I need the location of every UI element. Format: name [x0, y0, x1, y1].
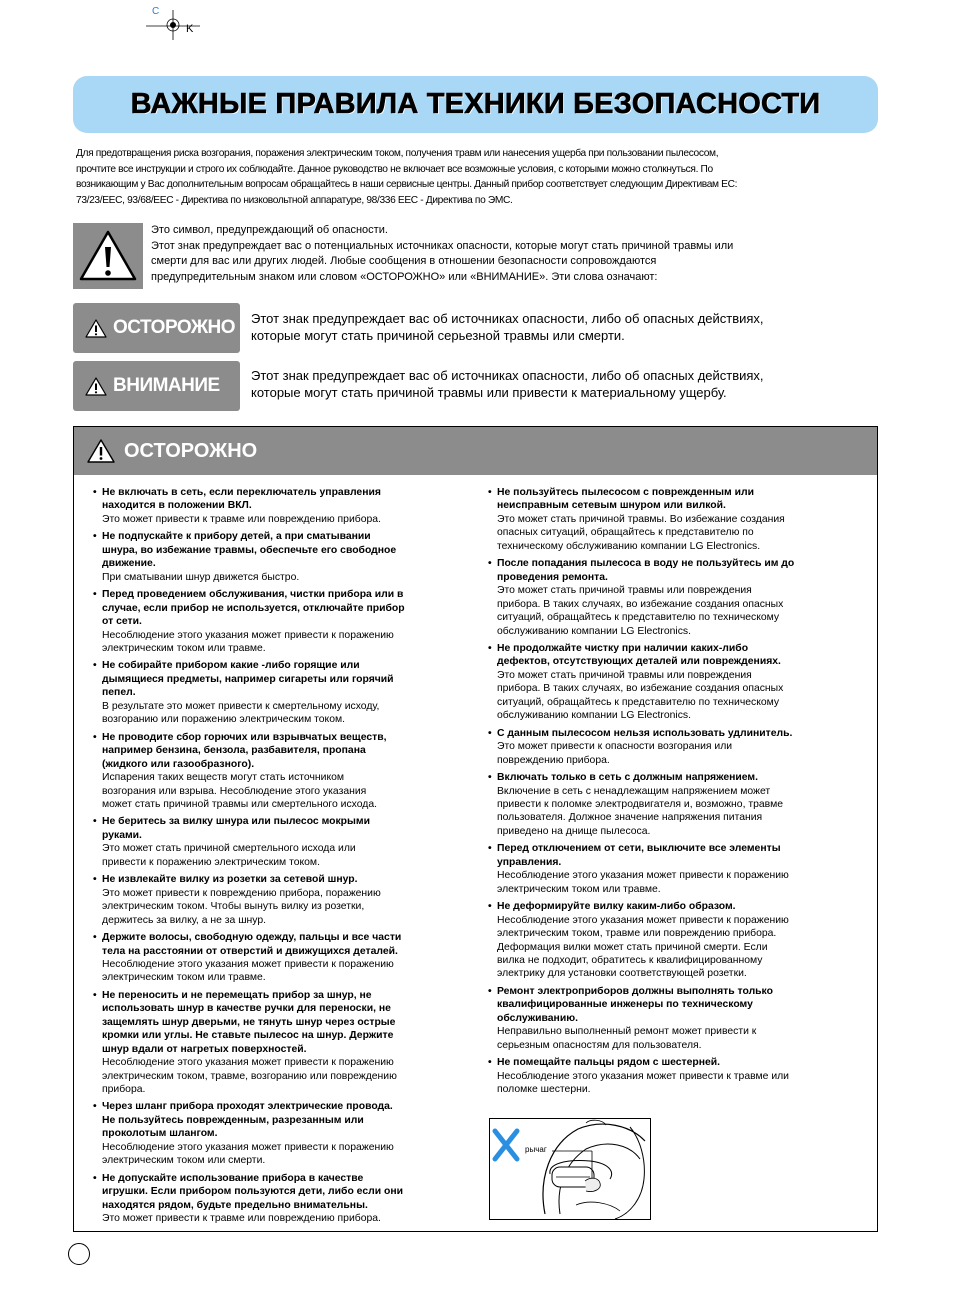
safety-item-heading: находится в положении ВКЛ. [102, 500, 252, 512]
warning-description [251, 367, 871, 401]
safety-item-text: Несоблюдение этого указания может привести к травме или [497, 1070, 789, 1082]
page-title: ВАЖНЫЕ ПРАВИЛА ТЕХНИКИ БЕЗОПАСНОСТИ [130, 88, 821, 120]
safety-item [93, 659, 468, 726]
safety-item-heading: кромки или углы. Не ставьте пылесос на шнур. Держите [102, 1030, 394, 1042]
intro-line: Для предотвращения риска возгорания, поражения электрическим током, получения травм или нанесения ущерба при пользовании пылесосом, [76, 148, 719, 159]
safety-item-body [102, 731, 386, 812]
safety-item-heading: от сети. [102, 616, 142, 628]
safety-item-text: возгорания или взрыва. Несоблюдение этого указания [102, 785, 367, 797]
bullet-mark: • [488, 1057, 492, 1069]
bullet-mark: • [488, 843, 492, 855]
bullet-mark: • [93, 731, 97, 743]
safety-item-text: ситуаций, обращайтесь к представителю по техническому [497, 696, 780, 708]
reg-c-label: C [152, 6, 160, 17]
bullet-mark: • [93, 874, 97, 886]
safety-item-body [497, 1056, 789, 1096]
safety-item-body [497, 771, 783, 838]
safety-item [488, 771, 860, 838]
safety-item-text: Это может стать причиной травмы или повреждения [497, 585, 752, 597]
safety-item-body [102, 1100, 394, 1167]
safety-item-text: держитесь за вилку, а не за шнур. [102, 914, 267, 926]
safety-item [93, 989, 468, 1097]
safety-item-body [102, 530, 396, 584]
safety-item-heading: Перед проведением обслуживания, чистки прибора или в [102, 589, 404, 601]
registration-mark [146, 6, 202, 40]
intro-line: прочтите все инструкции и строго их соблюдайте. Данное руководство не включает все возможные условия, с которыми можно столкнуться. По [76, 163, 713, 175]
safety-item-text: прибора. В таких случаях, во избежание создания опасных [497, 683, 784, 695]
safety-item-text: Это может привести к травме или повреждению прибора. [102, 513, 381, 525]
caution-panel-header [74, 427, 877, 475]
bullet-mark: • [93, 487, 97, 498]
safety-item-body [102, 931, 401, 985]
safety-item-text: электрическим током, травме, возгоранию или повреждению [102, 1070, 397, 1082]
warning-line: Этот знак предупреждает вас об источниках опасности, либо об опасных действиях, [251, 311, 764, 326]
caution-panel-title: ОСТОРОЖНО [124, 439, 258, 462]
bullet-mark: • [93, 589, 97, 601]
safety-item-text: При сматывании шнур движется быстро. [102, 571, 300, 583]
safety-item-heading: шнур вдали от нагретых поверхностей. [102, 1043, 307, 1055]
warning-triangle-icon [84, 318, 108, 339]
safety-item [488, 1056, 860, 1096]
vacuum-illustration [490, 1119, 650, 1219]
reg-k-label: K [186, 23, 194, 35]
safety-item-heading: Не проводите сбор горючих или взрывчатых веществ, [102, 731, 387, 743]
safety-item-heading: руками. [102, 829, 142, 841]
bullet-mark: • [488, 642, 492, 654]
safety-item-heading: (жидкого или газообразного). [102, 758, 255, 770]
safety-item-heading: находятся рядом, будьте предельно внимательны. [102, 1199, 368, 1211]
safety-item [93, 486, 468, 526]
safety-item-text: возгоранию или поражению электрическим током. [102, 714, 346, 726]
left-column [93, 486, 468, 1230]
bullet-mark: • [488, 901, 492, 913]
bullet-mark: • [93, 932, 97, 944]
safety-item-heading: Включать только в сеть с должным напряжением. [497, 772, 758, 784]
safety-item-text: привести к поломке электродвигателя и, возможно, травме [497, 798, 783, 810]
safety-item-body [497, 985, 773, 1052]
safety-item [488, 557, 860, 638]
safety-item [488, 727, 860, 767]
safety-item-heading: Не допускайте использование прибора в качестве [102, 1172, 364, 1184]
symbol-line: предупредительным знаком или словом «ОСТОРОЖНО» или «ВНИМАНИЕ». Эти слова означают: [151, 270, 658, 283]
safety-item [488, 642, 860, 723]
safety-item-text: Деформация вилки может стать причиной смерти. Если [497, 941, 768, 953]
safety-item-text: Это может стать причиной травмы. Во избежание создания [497, 513, 785, 525]
safety-item-body [102, 989, 397, 1097]
warning-line: которые могут стать причиной серьезной травмы или смерти. [251, 328, 625, 343]
safety-item-text: серьезным опасностям для пользователя. [497, 1039, 702, 1051]
safety-item-heading: С данным пылесосом нельзя использовать удлинитель. [497, 727, 793, 739]
safety-item-text: Несоблюдение этого указания может привести к поражению [102, 958, 394, 970]
safety-item-heading: Держите волосы, свободную одежду, пальцы и все части [102, 932, 402, 944]
safety-item-text: ситуаций, обращайтесь к представителю по техническому [497, 612, 780, 624]
safety-item-heading: Не собирайте прибором какие -либо горящие или [102, 660, 360, 672]
safety-item-body [497, 727, 792, 767]
symbol-line: Этот знак предупреждает вас о потенциальных источниках опасности, которые могут стать причиной травмы или [151, 239, 734, 252]
warning-triangle-icon [86, 438, 116, 464]
safety-item-text: повреждению прибора. [497, 754, 610, 766]
safety-item-text: электрику для установки соответствующей розетки. [497, 968, 747, 980]
safety-item-text: прибора. В таких случаях, во избежание создания опасных [497, 598, 784, 610]
safety-item-text: поломке шестерни. [497, 1084, 591, 1096]
safety-item-text: электрическим током или травме. [102, 972, 266, 984]
bullet-mark: • [93, 989, 97, 1001]
safety-item [488, 985, 860, 1052]
warning-line: Этот знак предупреждает вас об источниках опасности, либо об опасных действиях, [251, 368, 764, 383]
intro-line: возникающим у Вас дополнительным вопросам обращайтесь в наши сервисные центры. Данный прибор соответствует следующим Директивам ЕС: [76, 179, 738, 190]
symbol-explanation [151, 223, 871, 285]
safety-item-text: Это может стать причиной травмы или повреждения [497, 669, 752, 681]
safety-item-heading: обслуживанию. [497, 1012, 578, 1024]
safety-item-text: Несоблюдение этого указания может привести к поражению [102, 1141, 394, 1153]
safety-item-heading: Не подпускайте к прибору детей, а при сматывании [102, 531, 371, 543]
safety-item [93, 931, 468, 985]
bullet-mark: • [488, 727, 492, 739]
safety-item-heading: После попадания пылесоса в воду не пользуйтесь им до [497, 558, 795, 570]
safety-item-text: В результате это может привести к смертельному исходу, [102, 700, 380, 712]
safety-item-text: может стать причиной травмы или смертельного исхода. [102, 798, 378, 810]
safety-item-heading: дефектов, отсутствующих деталей или повреждениях. [497, 656, 781, 668]
safety-item-body [497, 486, 785, 553]
symbol-line: Это символ, предупреждающий об опасности. [151, 224, 388, 236]
safety-item-body [497, 900, 789, 981]
warning-label: ОСТОРОЖНО [113, 317, 236, 338]
safety-item-heading: Не переносить и не перемещать прибор за шнур, не [102, 989, 372, 1001]
safety-item-text: электрическим током. Чтобы вынуть вилку из розетки, [102, 901, 365, 913]
safety-item-text: приведено на днище пылесоса. [497, 825, 651, 837]
safety-item-body [102, 486, 381, 526]
bullet-mark: • [488, 487, 492, 498]
page-number-circle [68, 1243, 90, 1265]
lever-label: рычаг [525, 1145, 547, 1154]
safety-item-heading: Не извлекайте вилку из розетки за сетевой шнур. [102, 874, 358, 886]
safety-item-text: Несоблюдение этого указания может привести к поражению [497, 914, 789, 926]
warning-triangle-icon [73, 223, 143, 289]
safety-item [93, 873, 468, 927]
safety-item-body [497, 642, 783, 723]
safety-item-heading: квалифицированные инженеры по техническому [497, 999, 753, 1011]
safety-item-text: Неправильно выполненный ремонт может привести к [497, 1026, 757, 1038]
safety-item-heading: Ремонт электроприборов должны выполнять только [497, 985, 773, 997]
safety-item-heading: случае, если прибор не используется, отключайте прибор [102, 602, 405, 614]
intro-line: 73/23/EEC, 93/68/EEC - Директива по низковольтной аппаратуре, 98/336 EEC - Директива по ЭМС. [76, 194, 513, 206]
safety-item-text: Испарения таких веществ могут стать источником [102, 772, 345, 784]
safety-item-text: Это может привести к повреждению прибора, поражению [102, 887, 381, 899]
safety-item-body [102, 1172, 403, 1226]
safety-item-text: обслуживанию компании LG Electronics. [497, 625, 692, 637]
bullet-mark: • [488, 558, 492, 570]
safety-item-text: Несоблюдение этого указания может привести к поражению [497, 870, 789, 882]
bullet-mark: • [93, 1172, 97, 1184]
intro-paragraph [76, 146, 876, 208]
safety-item [488, 900, 860, 981]
safety-item-heading: Не беритесь за вилку шнура или пылесос мокрыми [102, 816, 370, 828]
warning-line: которые могут стать причиной травмы или привести к материальному ущербу. [251, 385, 727, 400]
safety-item-text: электрическим током, травме или повреждению прибора. [497, 928, 777, 940]
safety-item-heading: защемлять шнур дверьми, не тянуть шнур через острые [102, 1016, 396, 1028]
safety-item-text: техническому обслуживанию компании LG Electronics. [497, 540, 761, 552]
safety-item-heading: управления. [497, 856, 562, 868]
safety-item-heading: Не помещайте пальцы рядом с шестерней. [497, 1057, 721, 1069]
safety-item-text: электрическим током или травме. [102, 642, 266, 654]
safety-item-text: привести к поражению электрическим током. [102, 856, 320, 868]
safety-item-heading: использовать шнур в качестве ручки для переноски, не [102, 1003, 391, 1015]
warning-label: ВНИМАНИЕ [113, 375, 220, 396]
safety-item-heading: шнура, во избежание травмы, обеспечьте его свободное [102, 544, 397, 556]
safety-item-text: Это может привести к травме или повреждению прибора. [102, 1213, 381, 1225]
safety-item-heading: игрушки. Если прибором пользуются дети, либо если они [102, 1186, 403, 1198]
safety-item-heading: неисправным сетевым шнуром или вилкой. [497, 500, 726, 512]
bullet-mark: • [488, 985, 492, 997]
safety-item [488, 842, 860, 896]
safety-item-body [497, 557, 794, 638]
bullet-mark: • [488, 772, 492, 784]
safety-item-text: электрическим током или травме. [497, 883, 661, 895]
safety-item [488, 486, 860, 553]
hazard-symbol-box [73, 223, 143, 289]
safety-item-text: опасных ситуаций, обращайтесь к представителю по [497, 527, 754, 539]
safety-item-text: обслуживанию компании LG Electronics. [497, 710, 692, 722]
safety-item-heading: Не продолжайте чистку при наличии каких-либо [497, 642, 749, 654]
bullet-mark: • [93, 1101, 97, 1113]
safety-item-text: Это может привести к опасности возгорания или [497, 741, 733, 753]
safety-item [93, 1172, 468, 1226]
safety-item-heading: Не деформируйте вилку каким-либо образом. [497, 901, 736, 913]
safety-item-heading: Не пользуйтесь поврежденным, разрезанным или [102, 1114, 364, 1126]
safety-item-heading: проколотым шлангом. [102, 1128, 218, 1140]
safety-item-heading: движение. [102, 558, 156, 570]
safety-item-body [102, 659, 394, 726]
safety-item [93, 1100, 468, 1167]
gear-lever-figure [489, 1118, 651, 1220]
safety-item-heading: например бензина, бензола, разбавителя, пропана [102, 745, 366, 757]
warning-description [251, 310, 871, 344]
safety-item-text: Включение в сеть с ненадлежащим напряжением может [497, 785, 771, 797]
warning-pill-attention [73, 361, 240, 411]
safety-item-text: Это может стать причиной смертельного исхода или [102, 843, 356, 855]
safety-item-heading: дымящиеся предметы, например сигареты или горячий [102, 673, 394, 685]
safety-item-text: электрическим током или смерти. [102, 1155, 266, 1167]
bullet-mark: • [93, 531, 97, 543]
safety-item [93, 731, 468, 812]
safety-item-heading: пепел. [102, 687, 136, 699]
safety-item-body [102, 873, 381, 927]
warning-triangle-icon [84, 376, 108, 397]
safety-item-body [102, 815, 370, 869]
title-banner [73, 76, 878, 133]
safety-item-heading: тела на расстоянии от отверстий и движущихся деталей. [102, 945, 398, 957]
safety-item-text: Несоблюдение этого указания может привести к поражению [102, 629, 394, 641]
safety-item-text: Несоблюдение этого указания может привести к поражению [102, 1057, 394, 1069]
bullet-mark: • [93, 660, 97, 672]
safety-item [93, 815, 468, 869]
safety-item-heading: Не пользуйтесь пылесосом с поврежденным или [497, 487, 754, 498]
safety-item-heading: Перед отключением от сети, выключите все элементы [497, 843, 781, 855]
safety-item-body [102, 588, 405, 655]
safety-item-heading: проведения ремонта. [497, 571, 608, 583]
safety-item-text: прибора. [102, 1084, 146, 1096]
safety-item-heading: Через шланг прибора проходят электрические провода. [102, 1101, 393, 1113]
bullet-mark: • [93, 816, 97, 828]
safety-item [93, 588, 468, 655]
safety-item-text: вилка не подходит, обратитесь к квалифицированному [497, 954, 763, 966]
right-column [488, 486, 860, 1100]
safety-item-text: пользователя. Должное значение напряжения питания [497, 812, 763, 824]
symbol-line: смерти для вас или других людей. Любые сообщения в отношении безопасности сопровождаются [151, 255, 657, 267]
safety-item-heading: Не включать в сеть, если переключатель управления [102, 487, 381, 498]
safety-item-body [497, 842, 789, 896]
warning-pill-caution [73, 303, 240, 353]
safety-item [93, 530, 468, 584]
